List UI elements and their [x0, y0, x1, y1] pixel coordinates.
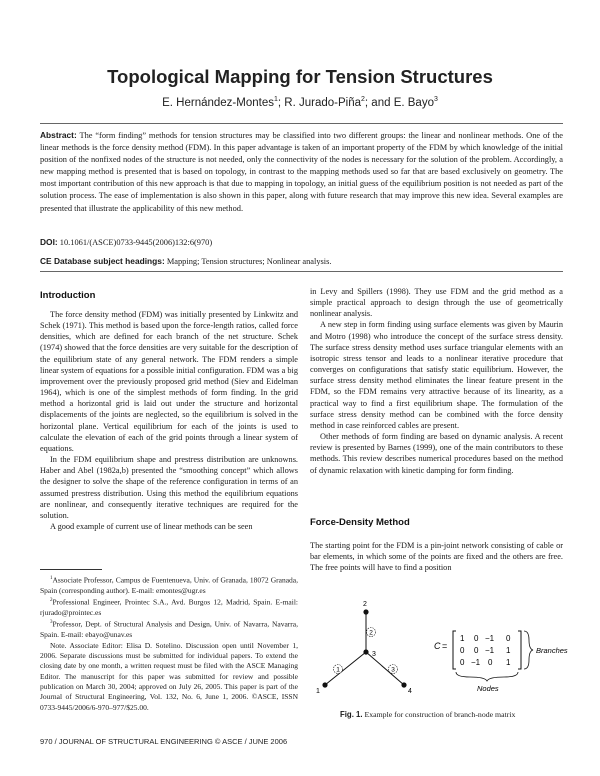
branch-line — [325, 652, 366, 685]
abstract-text: The “form finding” methods for tension structures may be classified into two different groups: the linear and nonlinear methods. One of the linear methods is the force density method (FDM). In this paper advantage is taken of an important property of the FDM by which knowledge of the initial position of the nonfixed nodes of the structure is not needed, only the connectivity of the nodes is necessary for the solution of the problem. Accordingly, a new mapping method is presented that is based on topology, in contrast to the mapping methods used so far that are based exclusively on geometry. The most important contribution of this new approach is that due to mapping in topology, an initial guess of the equilibrium position is not needed as part of the solution process. The ease of implementation is also shown in this paper, along with future research that may improve this new idea. Several examples are presented that illustrate the applicability of this new method. — [40, 131, 563, 213]
matrix-cell: 0 — [474, 646, 479, 655]
matrix-bracket — [453, 631, 456, 669]
author-line — [0, 96, 600, 109]
footnote-mark: 1 — [50, 576, 53, 581]
page-footer: 970 / JOURNAL OF STRUCTURAL ENGINEERING © ASCE / JUNE 2006 — [40, 737, 288, 746]
subject-label: CE Database subject headings: — [40, 256, 165, 266]
node-label: 3 — [372, 651, 376, 658]
footnote-mark: 2 — [50, 598, 53, 604]
author-name: R. Jurado-Piña — [284, 96, 361, 109]
doi-line — [40, 237, 212, 247]
section-heading-force-density: Force-Density Method — [310, 517, 410, 528]
matrix-cell: 1 — [506, 658, 511, 667]
paragraph: A good example of current use of linear methods can be seen — [50, 521, 253, 531]
figure-branch-node — [300, 598, 570, 708]
nodes-label: Nodes — [477, 684, 499, 693]
right-column-body — [310, 286, 563, 476]
author-affil: 2 — [361, 96, 365, 103]
node-point — [363, 649, 368, 654]
divider — [40, 123, 563, 124]
subject-text: Mapping; Tension structures; Nonlinear analysis. — [166, 257, 332, 266]
matrix-cell: 0 — [474, 634, 479, 643]
matrix-cell: −1 — [485, 646, 495, 655]
author-affil: 3 — [433, 96, 438, 103]
paragraph: The force density method (FDM) was initially presented by Linkwitz and Schek (1971). This method is based upon the force-length ratios, called force densities, which are defined for each branch of the net structure. Schek (1974) showed that the force densities are very suitable for the description of the equilibrium state of any general network. The FDM renders a simple linear system of equations for a possible initial configuration. FDM was a big improvement over the previously proposed grid method (Siev and Eidelman 1964), which is one of the simplest methods of form finding. In the grid method a horizontal grid is laid out under the structure and horizontal displacements of the joints are neglected, so the equilibrium is solved in the horizontal plane. Vertical equilibrium for each of the joints is used to calculate the elevation of each of the grid points through a linear system of equations. — [40, 310, 298, 453]
matrix-cell: 1 — [460, 634, 465, 643]
paragraph: In the FDM equilibrium shape and prestress distribution are unknowns. Haber and Abel (1982a,b) presented the “smoothing concept” which allows the designer to solve the shape of the reference configuration in terms of an assumed prestress distribution. Using this method the equilibrium equations are nonlinear, and consequently iterative techniques are required for the solution. — [40, 455, 298, 520]
divider — [40, 271, 563, 272]
author-sep: ; — [277, 96, 285, 109]
nodes-brace — [456, 672, 518, 681]
branch-label: 3 — [391, 666, 395, 674]
matrix-cells — [460, 634, 511, 667]
abstract-label: Abstract: — [40, 130, 77, 140]
matrix-bracket — [518, 631, 521, 669]
footnotes — [40, 574, 298, 713]
abstract — [40, 129, 563, 215]
footnote — [40, 618, 298, 640]
caption-text: Example for construction of branch-node matrix — [364, 710, 516, 719]
matrix-equals: = — [442, 641, 448, 651]
node-point — [322, 682, 327, 687]
matrix-cell: 0 — [460, 658, 465, 667]
author-affil: 1 — [273, 96, 278, 103]
node-label: 4 — [408, 688, 412, 695]
author-name: E. Hernández-Montes — [162, 96, 274, 109]
matrix-name: C — [434, 641, 441, 651]
footnote-text: Professional Engineer, Prointec S.A., Avd. Burgos 12, Madrid, Spain. E-mail: rjurado@prointec.es — [40, 597, 298, 618]
footnote-text: Professor, Dept. of Structural Analysis and Design, Univ. of Navarra, Navarra, Spain. E-mail: ebayo@unav.es — [40, 619, 298, 640]
node-point — [401, 682, 406, 687]
matrix-cell: 0 — [488, 658, 493, 667]
paragraph: in Levy and Spillers (1998). They use FDM and the grid method as a simple practical approach to design through the use of geometrically nonlinear analysis. — [310, 287, 563, 319]
editor-note: Note. Associate Editor: Elisa D. Sotelino. Discussion open until November 1, 2006. Separate discussions must be submitted for individual papers. To extend the closing date by one month, a written request must be filed with the ASCE Managing Editor. The manuscript for this paper was submitted for review and possible publication on March 30, 2004; approved on July 26, 2005. This paper is part of the Journal of Structural Engineering, Vol. 132, No. 6, June 1, 2006. ©ASCE, ISSN 0733-9445/2006/6-970–977/$25.00. — [40, 640, 298, 712]
branches-brace — [524, 631, 533, 669]
figure-caption — [340, 710, 515, 719]
matrix-cell: −1 — [485, 634, 495, 643]
footnote-mark: 3 — [50, 620, 53, 626]
matrix-cell: 0 — [460, 646, 465, 655]
matrix-cell: 1 — [506, 646, 511, 655]
node-label: 2 — [363, 601, 367, 608]
footnote-separator — [40, 569, 102, 570]
paper-title: Topological Mapping for Tension Structures — [107, 66, 493, 87]
paragraph: Other methods of form finding are based on dynamic analysis. A recent review is presented by Barnes (1999), one of the main contributors to these methods. This review describes numerical procedures based on the method of dynamic relaxation with kinetic damping for form finding. — [310, 432, 563, 475]
caption-label: Fig. 1. — [340, 710, 363, 719]
matrix-cell: −1 — [471, 658, 481, 667]
section-heading-introduction: Introduction — [40, 290, 96, 301]
author-name: E. Bayo — [393, 96, 434, 109]
footnote-text: Associate Professor, Campus de Fuentenueva, Univ. of Granada, 18072 Granada, Spain (corresponding author). E-mail: emontes@ugr.es — [40, 575, 298, 595]
matrix-cell: 0 — [506, 634, 511, 643]
branches-label: Branches — [536, 646, 568, 655]
doi-value[interactable]: 10.1061/(ASCE)0733-9445(2006)132:6(970) — [59, 238, 213, 247]
doi-label: DOI: — [40, 237, 58, 247]
author-sep: ; and — [364, 96, 394, 109]
fdm-body — [310, 540, 563, 573]
footnote — [40, 574, 298, 596]
paragraph: The starting point for the FDM is a pin-joint network consisting of cable or bar elements, in which some of the points are fixed and the others are free. The free points will have to find a position — [310, 541, 563, 573]
intro-body — [40, 309, 298, 532]
subject-headings — [40, 256, 331, 266]
node-label: 1 — [316, 688, 320, 695]
footnote — [40, 596, 298, 618]
branch-label: 2 — [369, 629, 373, 637]
node-point — [363, 609, 368, 614]
paragraph: A new step in form finding using surface elements was given by Maurin and Motro (1998) who introduce the concept of the surface stress density. The surface stress density method uses surface triangular elements with an isotropic stress tensor and leads to a nonlinear iterative procedure that converges on configurations that satisfy static equilibrium. However, the surface stress density method eliminates the linear feature present in the FDM, so the FDM remains very attractive because of its linearity, as a practical way to find a first equilibrium shape. The formulation of the surface stress density method can be combined with the force density method in case reinforced cables are present. — [310, 320, 563, 430]
branch-label: 1 — [336, 666, 340, 674]
